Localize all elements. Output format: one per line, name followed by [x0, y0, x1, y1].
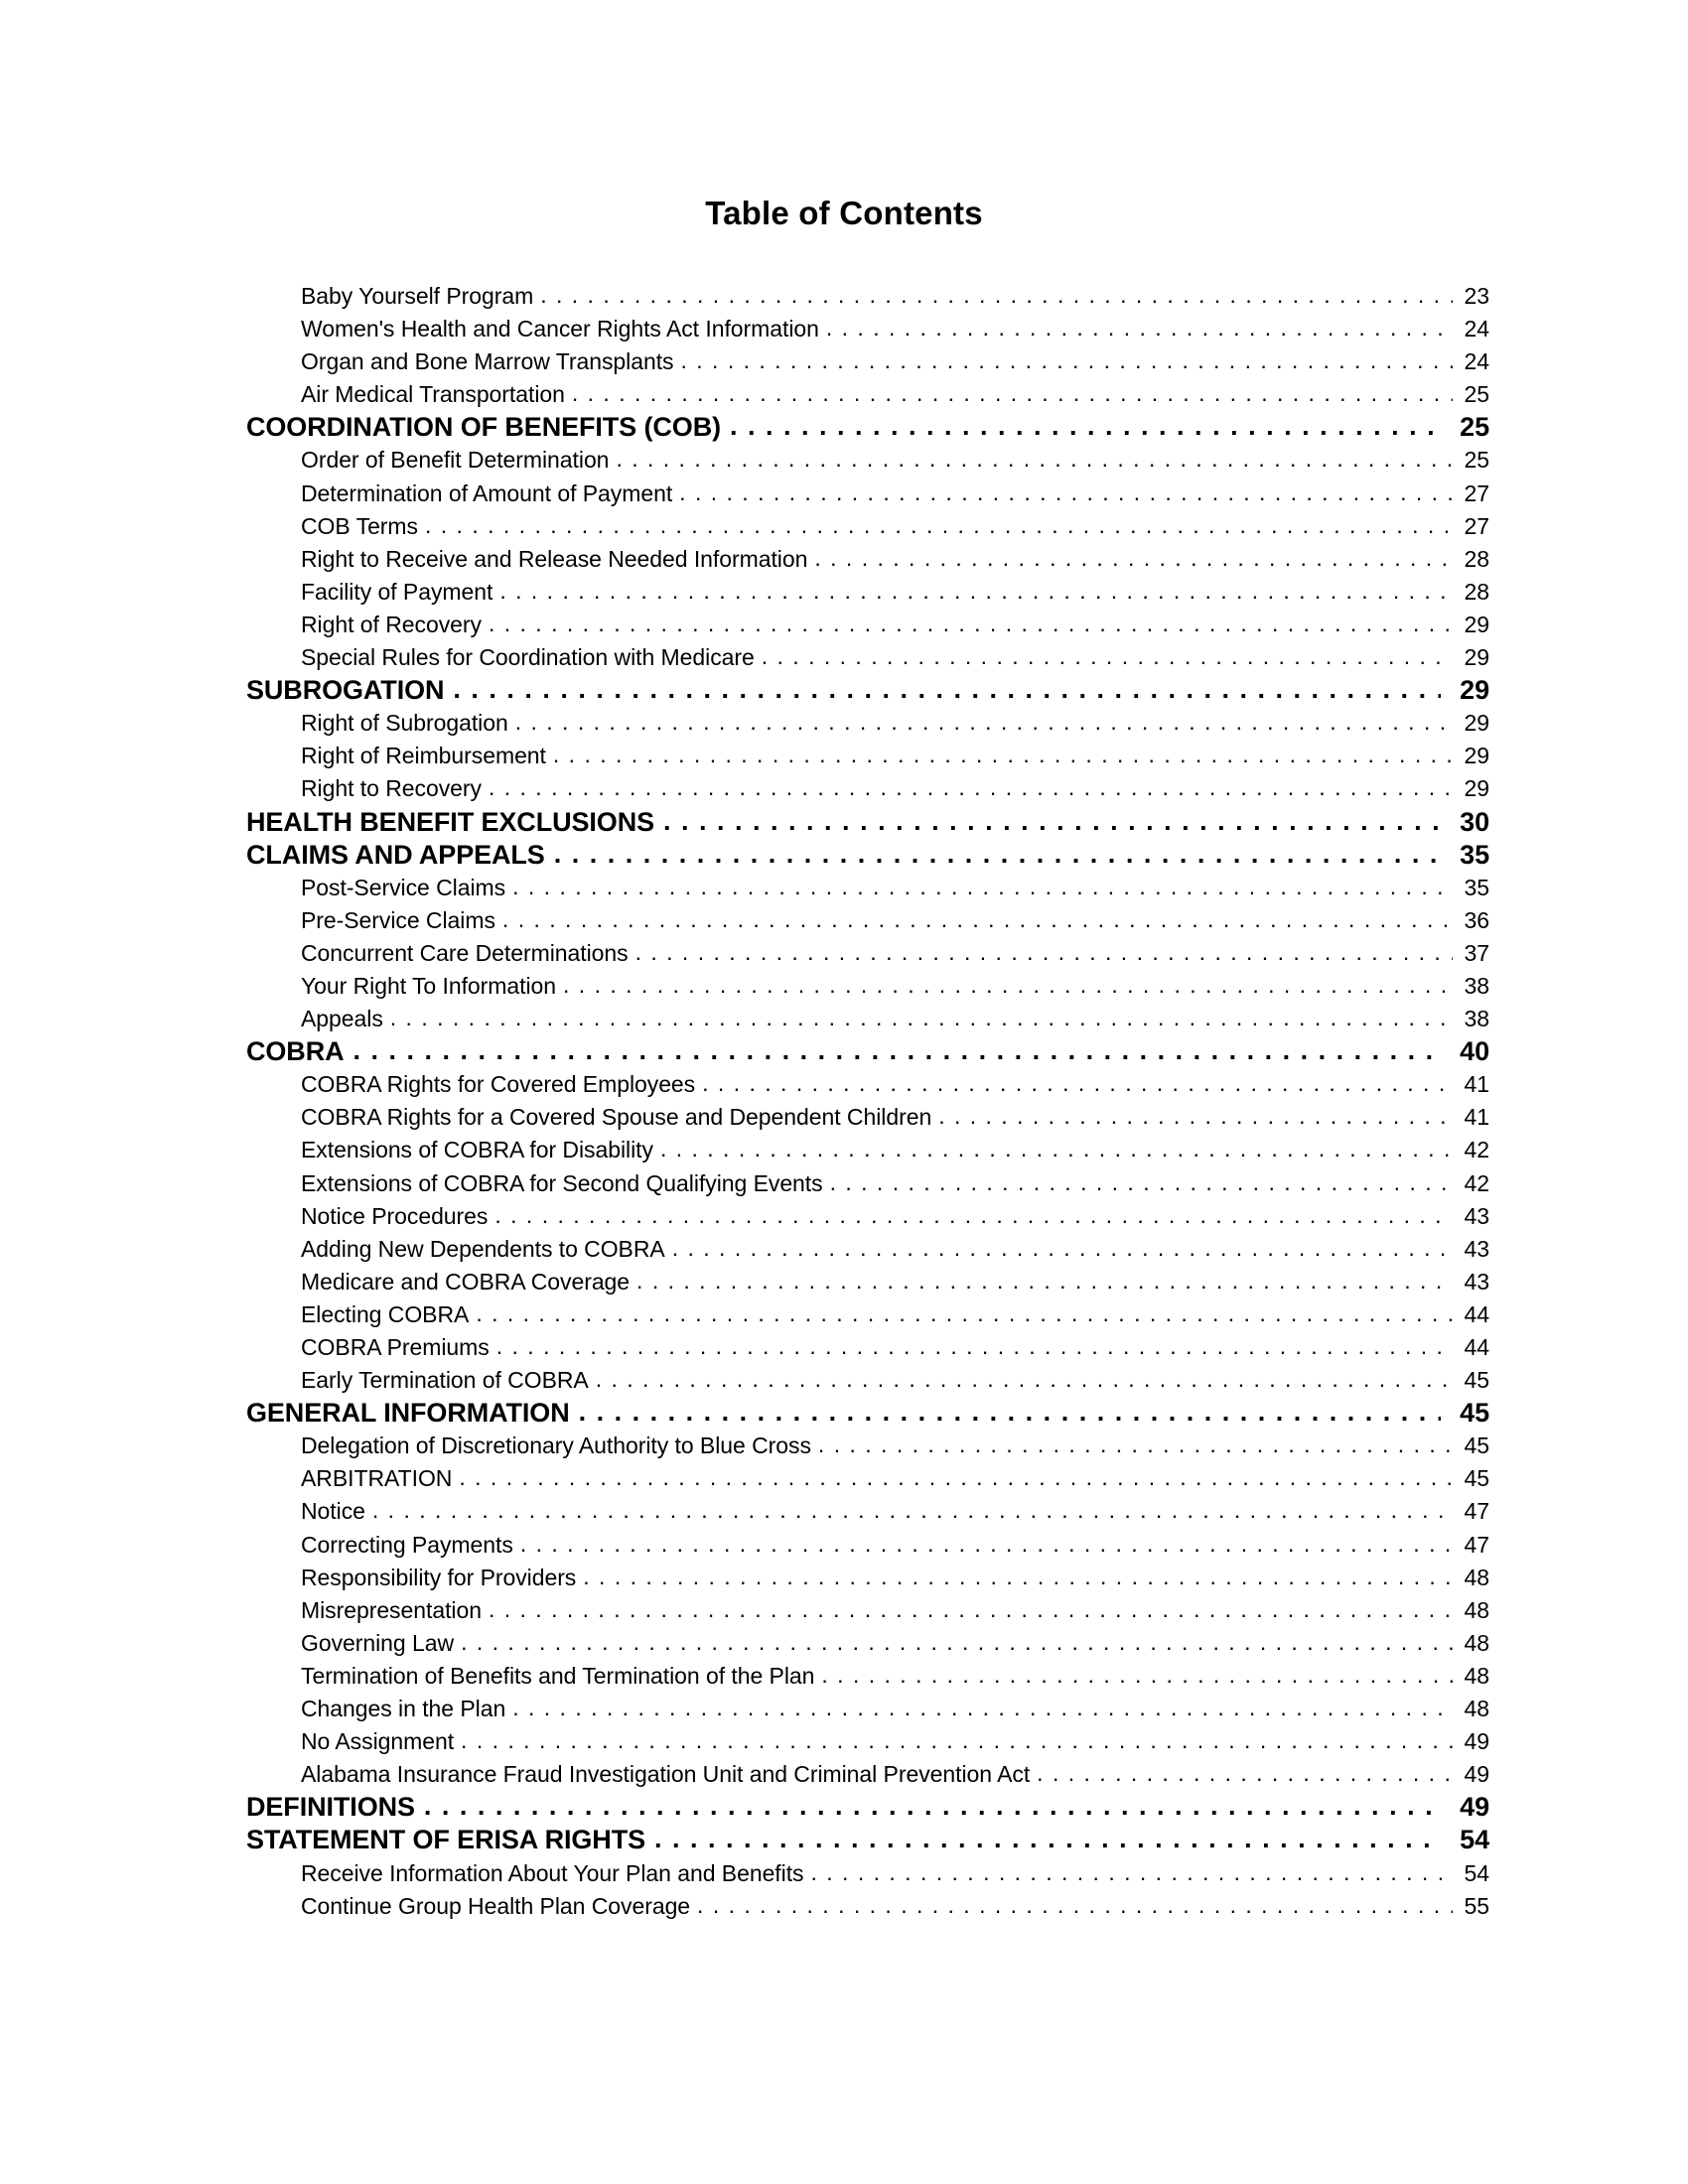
toc-entry-label: Right to Recovery	[301, 775, 482, 802]
toc-entry-label: COBRA Premiums	[301, 1334, 490, 1360]
dot-leader	[697, 1889, 1453, 1922]
toc-entry[interactable]	[0, 872, 1688, 904]
toc-entry-page-number: 30	[1460, 806, 1489, 837]
dot-leader	[496, 1330, 1453, 1363]
toc-entry[interactable]	[0, 609, 1688, 641]
dot-leader	[502, 903, 1453, 936]
toc-entry-page-number: 49	[1464, 1728, 1489, 1755]
toc-entry[interactable]	[0, 576, 1688, 609]
toc-entry-label: Electing COBRA	[301, 1300, 470, 1327]
toc-entry-label: Delegation of Discretionary Authority to Blue Cross	[301, 1433, 811, 1459]
toc-entry-label: ARBITRATION	[301, 1465, 453, 1492]
dot-leader	[616, 443, 1453, 476]
toc-entry-page-number: 36	[1464, 906, 1489, 933]
toc-entry-label: Continue Group Health Plan Coverage	[301, 1892, 691, 1919]
toc-entry-label: Early Termination of COBRA	[301, 1367, 589, 1394]
toc-entry-page-number: 55	[1464, 1892, 1489, 1919]
toc-entry-label: Post-Service Claims	[301, 874, 506, 900]
toc-entry-label: Termination of Benefits and Termination of the Plan	[301, 1662, 815, 1689]
toc-entry[interactable]	[0, 444, 1688, 477]
dot-leader	[425, 509, 1453, 542]
toc-entry-page-number: 40	[1460, 1036, 1489, 1067]
toc-entry[interactable]	[0, 1101, 1688, 1134]
toc-entry[interactable]	[0, 1824, 1688, 1856]
toc-entry-page-number: 25	[1464, 447, 1489, 474]
dot-leader	[730, 410, 1441, 443]
toc-entry-page-number: 47	[1464, 1531, 1489, 1558]
toc-entry-page-number: 48	[1464, 1696, 1489, 1722]
toc-entry-page-number: 28	[1464, 578, 1489, 605]
dot-leader	[489, 608, 1453, 640]
toc-entry-label: COBRA Rights for a Covered Spouse and Dependent Children	[301, 1104, 932, 1131]
toc-entry-page-number: 48	[1464, 1596, 1489, 1623]
toc-entry[interactable]	[0, 1266, 1688, 1298]
dot-leader	[461, 1626, 1453, 1659]
toc-entry-label: CLAIMS AND APPEALS	[246, 839, 545, 870]
dot-leader	[512, 871, 1453, 903]
toc-entry[interactable]	[0, 674, 1688, 707]
toc-entry-page-number: 49	[1460, 1792, 1489, 1823]
toc-entry-label: COB Terms	[301, 512, 418, 539]
toc-entry-page-number: 45	[1464, 1465, 1489, 1492]
toc-entry[interactable]	[0, 510, 1688, 543]
toc-entry[interactable]	[0, 378, 1688, 411]
toc-entry[interactable]	[0, 641, 1688, 674]
toc-entry-page-number: 43	[1464, 1268, 1489, 1295]
toc-entry-page-number: 27	[1464, 479, 1489, 506]
toc-entry[interactable]	[0, 806, 1688, 839]
dot-leader	[572, 377, 1453, 410]
toc-entry-page-number: 44	[1464, 1334, 1489, 1360]
toc-entry-label: Pre-Service Claims	[301, 906, 495, 933]
dot-leader	[372, 1494, 1453, 1527]
dot-leader	[520, 1528, 1453, 1561]
dot-leader	[461, 1724, 1453, 1757]
toc-entry-page-number: 29	[1464, 611, 1489, 637]
toc-entry[interactable]	[0, 1693, 1688, 1725]
dot-leader	[579, 1396, 1441, 1429]
dot-leader	[596, 1363, 1453, 1396]
dot-leader	[672, 1232, 1453, 1265]
toc-entry[interactable]	[0, 904, 1688, 937]
dot-leader	[654, 1823, 1441, 1855]
dot-leader	[583, 1561, 1453, 1593]
toc-entry-page-number: 54	[1464, 1859, 1489, 1886]
toc-entry[interactable]	[0, 411, 1688, 444]
toc-entry-page-number: 43	[1464, 1235, 1489, 1262]
toc-entry-label: Alabama Insurance Fraud Investigation Unit and Criminal Prevention Act	[301, 1761, 1031, 1788]
toc-entry[interactable]	[0, 1594, 1688, 1627]
toc-entry-label: COBRA Rights for Covered Employees	[301, 1071, 696, 1098]
dot-leader	[353, 1034, 1442, 1067]
toc-entry[interactable]	[0, 1462, 1688, 1495]
toc-entry-label: Right of Reimbursement	[301, 743, 546, 769]
toc-entry-page-number: 29	[1460, 675, 1489, 706]
toc-entry-page-number: 42	[1464, 1169, 1489, 1196]
toc-entry-page-number: 28	[1464, 545, 1489, 572]
dot-leader	[660, 1133, 1453, 1165]
dot-leader	[826, 312, 1453, 344]
toc-entry-page-number: 25	[1464, 381, 1489, 408]
toc-entry-page-number: 47	[1464, 1498, 1489, 1525]
toc-entry[interactable]	[0, 1068, 1688, 1101]
page-title: Table of Contents	[705, 195, 983, 231]
toc-entry-label: Extensions of COBRA for Disability	[301, 1137, 653, 1163]
toc-entry[interactable]	[0, 543, 1688, 576]
toc-entry-page-number: 48	[1464, 1629, 1489, 1656]
toc-entry[interactable]	[0, 1331, 1688, 1364]
toc-entry-page-number: 29	[1464, 775, 1489, 802]
toc-entry-page-number: 29	[1464, 710, 1489, 737]
toc-entry-page-number: 49	[1464, 1761, 1489, 1788]
toc-entry[interactable]	[0, 772, 1688, 805]
toc-entry-page-number: 41	[1464, 1071, 1489, 1098]
toc-entry[interactable]	[0, 1890, 1688, 1923]
toc-entry[interactable]	[0, 1364, 1688, 1397]
dot-leader	[1037, 1757, 1453, 1790]
toc-entry-label: Appeals	[301, 1006, 383, 1032]
dot-leader	[636, 1265, 1453, 1297]
dot-leader	[489, 1593, 1453, 1626]
toc-entry-label: Air Medical Transportation	[301, 381, 565, 408]
toc-entry[interactable]	[0, 1660, 1688, 1693]
toc-entry-label: Extensions of COBRA for Second Qualifying Events	[301, 1169, 823, 1196]
toc-entry[interactable]	[0, 345, 1688, 378]
toc-entry-page-number: 29	[1464, 743, 1489, 769]
dot-leader	[554, 838, 1441, 871]
dot-leader	[811, 1856, 1454, 1889]
toc-entry-page-number: 23	[1464, 283, 1489, 309]
toc-entry-label: SUBROGATION	[246, 675, 445, 706]
toc-entry[interactable]	[0, 1397, 1688, 1430]
dot-leader	[663, 805, 1441, 838]
dot-leader	[459, 1461, 1453, 1494]
toc-entry-page-number: 54	[1460, 1825, 1489, 1855]
toc-entry[interactable]	[0, 1035, 1688, 1068]
toc-entry-label: Baby Yourself Program	[301, 283, 534, 309]
toc-entry-label: Your Right To Information	[301, 972, 557, 999]
dot-leader	[563, 969, 1453, 1002]
toc-entry-page-number: 43	[1464, 1202, 1489, 1229]
dot-leader	[635, 936, 1453, 969]
toc-entry-label: Governing Law	[301, 1629, 455, 1656]
toc-entry-label: Special Rules for Coordination with Medicare	[301, 644, 755, 671]
toc-entry-label: Determination of Amount of Payment	[301, 479, 673, 506]
toc-entry[interactable]	[0, 970, 1688, 1003]
toc-entry-label: COBRA	[246, 1036, 345, 1067]
toc-entry-label: Notice	[301, 1498, 365, 1525]
toc-entry-label: Receive Information About Your Plan and Benefits	[301, 1859, 804, 1886]
dot-leader	[453, 673, 1441, 706]
toc-entry[interactable]	[0, 1003, 1688, 1035]
dot-leader	[702, 1067, 1453, 1100]
toc-entry-label: Right of Recovery	[301, 611, 482, 637]
toc-entry-label: Right of Subrogation	[301, 710, 508, 737]
dot-leader	[818, 1429, 1453, 1461]
toc-entry[interactable]	[0, 478, 1688, 510]
toc-entry-page-number: 25	[1460, 412, 1489, 443]
dot-leader	[821, 1659, 1453, 1692]
toc-entry-label: Concurrent Care Determinations	[301, 939, 629, 966]
dot-leader	[515, 706, 1453, 739]
dot-leader	[681, 344, 1454, 377]
toc-entry[interactable]	[0, 707, 1688, 740]
dot-leader	[762, 640, 1453, 673]
dot-leader	[489, 771, 1453, 804]
toc-entry-page-number: 27	[1464, 512, 1489, 539]
toc-entry[interactable]	[0, 839, 1688, 872]
toc-entry-page-number: 41	[1464, 1104, 1489, 1131]
dot-leader	[499, 575, 1453, 608]
toc-entry-page-number: 35	[1460, 839, 1489, 870]
toc-entry[interactable]	[0, 1791, 1688, 1824]
dot-leader	[512, 1692, 1453, 1724]
dot-leader	[814, 542, 1453, 575]
toc-entry-label: Organ and Bone Marrow Transplants	[301, 348, 674, 375]
toc-entry[interactable]	[0, 1725, 1688, 1758]
toc-entry[interactable]	[0, 1134, 1688, 1166]
toc-entry-label: Adding New Dependents to COBRA	[301, 1235, 665, 1262]
toc-entry-page-number: 48	[1464, 1662, 1489, 1689]
toc-entry[interactable]	[0, 1857, 1688, 1890]
toc-entry[interactable]	[0, 1430, 1688, 1462]
toc-entry-page-number: 24	[1464, 316, 1489, 342]
toc-entry-label: HEALTH BENEFIT EXCLUSIONS	[246, 806, 655, 837]
toc-entry[interactable]	[0, 1167, 1688, 1200]
toc-entry[interactable]	[0, 740, 1688, 772]
toc-entry-label: Right to Receive and Release Needed Information	[301, 545, 808, 572]
toc-entry-label: Correcting Payments	[301, 1531, 513, 1558]
toc-entry-label: Changes in the Plan	[301, 1696, 506, 1722]
toc-entry-page-number: 45	[1464, 1433, 1489, 1459]
toc-entry[interactable]	[0, 1758, 1688, 1791]
toc-entry-label: Notice Procedures	[301, 1202, 489, 1229]
toc-entry-label: No Assignment	[301, 1728, 455, 1755]
toc-entry-page-number: 45	[1460, 1398, 1489, 1429]
dot-leader	[390, 1002, 1453, 1034]
toc-entry[interactable]	[0, 1495, 1688, 1528]
toc-entry-label: STATEMENT OF ERISA RIGHTS	[246, 1825, 645, 1855]
toc-entry-page-number: 24	[1464, 348, 1489, 375]
toc-entry-page-number: 37	[1464, 939, 1489, 966]
dot-leader	[938, 1100, 1453, 1133]
toc-entry-page-number: 38	[1464, 972, 1489, 999]
toc-entry-label: Women's Health and Cancer Rights Act Information	[301, 316, 819, 342]
toc-entry-page-number: 48	[1464, 1564, 1489, 1590]
toc-entry-label: Order of Benefit Determination	[301, 447, 610, 474]
toc-entry-page-number: 45	[1464, 1367, 1489, 1394]
toc-entry-page-number: 29	[1464, 644, 1489, 671]
dot-leader	[476, 1297, 1453, 1330]
toc-entry-page-number: 44	[1464, 1300, 1489, 1327]
dot-leader	[494, 1199, 1453, 1232]
toc-entry-page-number: 42	[1464, 1137, 1489, 1163]
toc-entry[interactable]	[0, 1233, 1688, 1266]
toc-entry-label: DEFINITIONS	[246, 1792, 415, 1823]
toc-entry-label: COORDINATION OF BENEFITS (COB)	[246, 412, 721, 443]
toc-entry-label: Responsibility for Providers	[301, 1564, 577, 1590]
toc-entry[interactable]	[0, 280, 1688, 313]
toc-entry[interactable]	[0, 313, 1688, 345]
toc-entry-page-number: 38	[1464, 1006, 1489, 1032]
toc-entry[interactable]	[0, 1627, 1688, 1660]
table-of-contents-list	[0, 280, 1688, 1923]
toc-entry[interactable]	[0, 937, 1688, 970]
dot-leader	[553, 739, 1453, 771]
toc-entry[interactable]	[0, 1529, 1688, 1562]
dot-leader	[424, 1790, 1441, 1823]
dot-leader	[679, 477, 1453, 509]
dot-leader	[540, 279, 1453, 312]
toc-entry-label: Misrepresentation	[301, 1596, 482, 1623]
toc-entry-label: GENERAL INFORMATION	[246, 1398, 570, 1429]
toc-entry[interactable]	[0, 1298, 1688, 1331]
toc-entry-label: Facility of Payment	[301, 578, 493, 605]
toc-entry-page-number: 35	[1464, 874, 1489, 900]
toc-entry[interactable]	[0, 1200, 1688, 1233]
dot-leader	[830, 1166, 1453, 1199]
toc-entry[interactable]	[0, 1562, 1688, 1594]
toc-entry-label: Medicare and COBRA Coverage	[301, 1268, 631, 1295]
